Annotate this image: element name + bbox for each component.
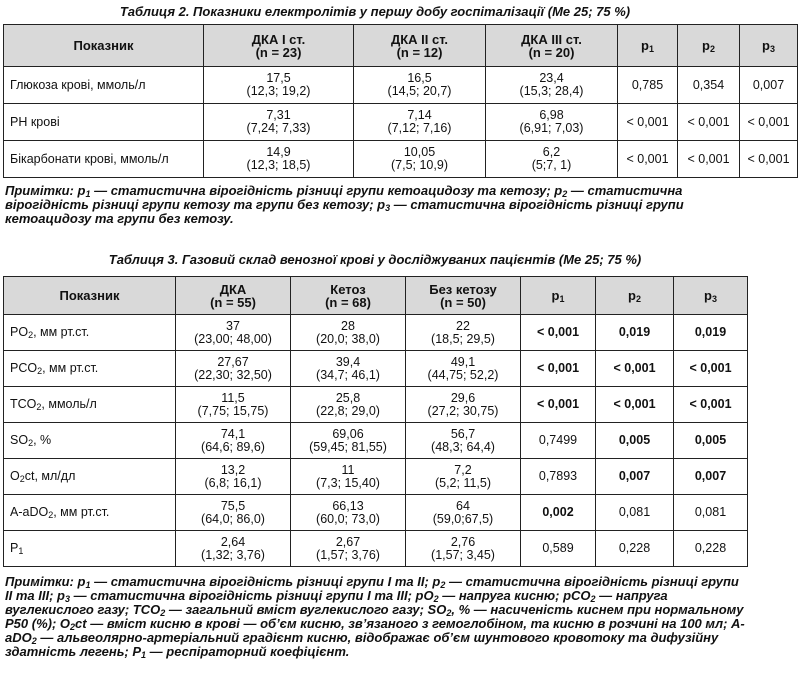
- table-row: [4, 495, 748, 531]
- cell-g3: 6,98 (6,91; 7,03): [486, 104, 618, 141]
- cell-g2: 2,67 (1,57; 3,76): [291, 531, 406, 567]
- table2-caption: Таблиця 2. Показники електролітів у першу добу госпіталізації (Ме 25; 75 %): [119, 4, 631, 19]
- header-group1: ДКА I ст. (n = 23): [204, 25, 354, 67]
- header-p1: $p_1$: [618, 25, 678, 67]
- cell-g3: 7,2 (5,2; 11,5): [406, 459, 521, 495]
- table-row: [4, 104, 798, 141]
- cell-p2: 0,081: [596, 495, 674, 531]
- cell-p1: < 0,001: [618, 141, 678, 178]
- cell-g2: 39,4 (34,7; 46,1): [291, 351, 406, 387]
- header-group3: Без кетозу (n = 50): [406, 277, 521, 315]
- cell-g3: 23,4 (15,3; 28,4): [486, 67, 618, 104]
- cell-g1: 14,9 (12,3; 18,5): [204, 141, 354, 178]
- cell-p2: 0,354: [678, 67, 740, 104]
- cell-g3: 22 (18,5; 29,5): [406, 315, 521, 351]
- cell-p1: 0,7499: [521, 423, 596, 459]
- table-row: [4, 351, 748, 387]
- cell-g3: 29,6 (27,2; 30,75): [406, 387, 521, 423]
- cell-p3: 0,019: [674, 315, 748, 351]
- cell-g3: 56,7 (48,3; 64,4): [406, 423, 521, 459]
- header-p2: $p_2$: [596, 277, 674, 315]
- cell-p3: < 0,001: [740, 104, 798, 141]
- table-row: [4, 315, 748, 351]
- cell-g1: 37 (23,00; 48,00): [176, 315, 291, 351]
- cell-g2: 69,06 (59,45; 81,55): [291, 423, 406, 459]
- cell-g2: 28 (20,0; 38,0): [291, 315, 406, 351]
- table3-header-row: [4, 277, 748, 315]
- table2: [3, 24, 798, 178]
- cell-p3: < 0,001: [674, 351, 748, 387]
- header-p3: $p_3$: [674, 277, 748, 315]
- cell-g3: 2,76 (1,57; 3,45): [406, 531, 521, 567]
- row-name: $SO_2$, %: [4, 423, 176, 459]
- cell-p3: < 0,001: [740, 141, 798, 178]
- cell-p1: < 0,001: [521, 315, 596, 351]
- cell-p2: 0,228: [596, 531, 674, 567]
- cell-g1: 7,31 (7,24; 7,33): [204, 104, 354, 141]
- table3-caption: Таблиця 3. Газовий склад венозної крові у досліджуваних пацієнтів (Ме 25; 75 %): [108, 252, 642, 267]
- cell-p1: < 0,001: [618, 104, 678, 141]
- cell-g2: 25,8 (22,8; 29,0): [291, 387, 406, 423]
- header-group3: ДКА III ст. (n = 20): [486, 25, 618, 67]
- cell-p2: 0,019: [596, 315, 674, 351]
- row-name: $PCO_2$, мм рт.ст.: [4, 351, 176, 387]
- row-name: Глюкоза крові, ммоль/л: [4, 67, 204, 104]
- cell-g1: 27,67 (22,30; 32,50): [176, 351, 291, 387]
- cell-p1: 0,7893: [521, 459, 596, 495]
- table3-notes: Примітки: $p_1$ — статистична вірогідність різниці групи I та II; $p_2$ — статистична вірогідність різниці групи II та III; $p_3$ — статистична вірогідність різниці групи I та III; $pO_2$ — напруга кисню; pCO$_2$ — напруга вуглекислого газу; $TCO_2$ — загальний вміст вуглекислого газу; $SO_2$, % — насиченість киснем при нормальному P50 (%); $O_2ct$ — вміст кисню в крові — об’єм кисню, зв’язаного з гемоглобіном, та кисню в розчині на 100 мл; A-aDO$_2$ — альвеолярно-артеріальний градієнт кисню, відображає об’єм шунтового кровотоку та дифузійну здатність легень; $P_1$ — респіраторний коефіцієнт.: [5, 574, 745, 660]
- header-p3: $p_3$: [740, 25, 798, 67]
- row-name: A-aDO$_2$, мм рт.ст.: [4, 495, 176, 531]
- cell-p3: 0,007: [740, 67, 798, 104]
- row-name: $TCO_2$, ммоль/л: [4, 387, 176, 423]
- header-group2: Кетоз (n = 68): [291, 277, 406, 315]
- cell-g3: 6,2 (5;7, 1): [486, 141, 618, 178]
- cell-g1: 2,64 (1,32; 3,76): [176, 531, 291, 567]
- table-row: [4, 531, 748, 567]
- table-row: [4, 67, 798, 104]
- cell-g1: 17,5 (12,3; 19,2): [204, 67, 354, 104]
- row-name: Бікарбонати крові, ммоль/л: [4, 141, 204, 178]
- cell-g1: 11,5 (7,75; 15,75): [176, 387, 291, 423]
- cell-g2: 10,05 (7,5; 10,9): [354, 141, 486, 178]
- cell-g2: 66,13 (60,0; 73,0): [291, 495, 406, 531]
- table-row: [4, 141, 798, 178]
- cell-g1: 75,5 (64,0; 86,0): [176, 495, 291, 531]
- cell-p2: < 0,001: [596, 387, 674, 423]
- table2-header-row: [4, 25, 798, 67]
- cell-p1: < 0,001: [521, 351, 596, 387]
- header-param: Показник: [4, 277, 176, 315]
- cell-g2: 16,5 (14,5; 20,7): [354, 67, 486, 104]
- cell-p2: < 0,001: [596, 351, 674, 387]
- cell-p2: 0,007: [596, 459, 674, 495]
- cell-p2: 0,005: [596, 423, 674, 459]
- cell-p3: 0,228: [674, 531, 748, 567]
- cell-p1: 0,785: [618, 67, 678, 104]
- header-param: Показник: [4, 25, 204, 67]
- cell-p2: < 0,001: [678, 104, 740, 141]
- cell-g3: 64 (59,0;67,5): [406, 495, 521, 531]
- cell-g1: 13,2 (6,8; 16,1): [176, 459, 291, 495]
- cell-p3: 0,005: [674, 423, 748, 459]
- cell-p1: < 0,001: [521, 387, 596, 423]
- cell-p3: 0,007: [674, 459, 748, 495]
- row-name: $PO_2$, мм рт.ст.: [4, 315, 176, 351]
- table-row: [4, 423, 748, 459]
- cell-p3: 0,081: [674, 495, 748, 531]
- cell-p2: < 0,001: [678, 141, 740, 178]
- header-group2: ДКА II ст. (n = 12): [354, 25, 486, 67]
- header-p1: $p_1$: [521, 277, 596, 315]
- header-group1: ДКА (n = 55): [176, 277, 291, 315]
- cell-p1: 0,002: [521, 495, 596, 531]
- header-p2: $p_2$: [678, 25, 740, 67]
- cell-p3: < 0,001: [674, 387, 748, 423]
- table3: [3, 276, 748, 567]
- cell-g3: 49,1 (44,75; 52,2): [406, 351, 521, 387]
- row-name: $O_2ct$, мл/дл: [4, 459, 176, 495]
- row-name: PH крові: [4, 104, 204, 141]
- row-name: $P_1$: [4, 531, 176, 567]
- cell-g1: 74,1 (64,6; 89,6): [176, 423, 291, 459]
- cell-g2: 11 (7,3; 15,40): [291, 459, 406, 495]
- cell-g2: 7,14 (7,12; 7,16): [354, 104, 486, 141]
- table2-notes: Примітки: $p_1$ — статистична вірогідність різниці групи кетоацидозу та кетозу; $p_2$ — статистична вірогідність різниці групи кетозу та групи без кетозу; $p_3$ — статистична вірогідність різниці групи кетоацидозу та групи без кетозу.: [5, 183, 684, 226]
- table-row: [4, 387, 748, 423]
- cell-p1: 0,589: [521, 531, 596, 567]
- table-row: [4, 459, 748, 495]
